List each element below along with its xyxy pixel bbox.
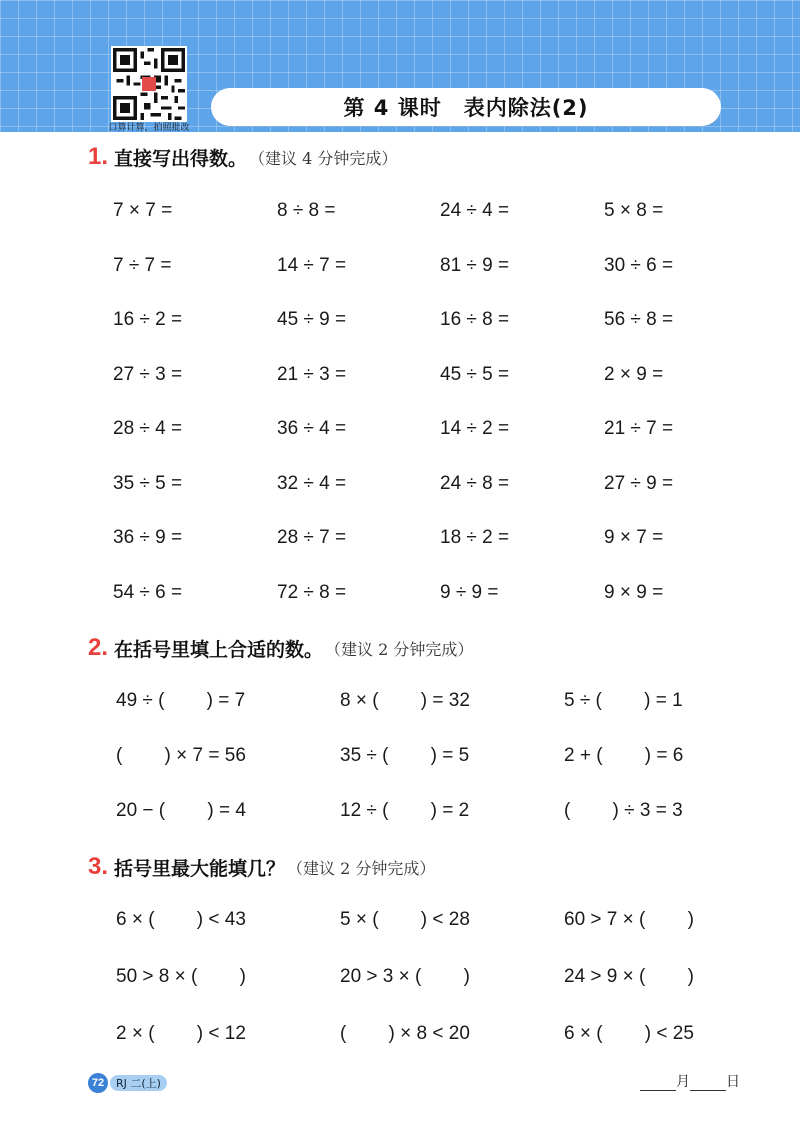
q2-exercise: 49 ÷ ( ) = 7 [116,690,246,711]
q3-exercise: 5 × ( ) < 28 [340,909,470,930]
lesson-number: 第 4 课时 [343,96,442,120]
q1-exercise: 5 × 8 = [604,200,664,221]
q1-heading [88,142,397,172]
q1-exercise: 14 ÷ 7 = [277,254,347,276]
q2-exercise: ( ) × 7 = 56 [116,745,246,766]
q2-exercise: 20 − ( ) = 4 [116,800,246,821]
q1-exercise: 2 × 9 = [604,363,664,385]
q2-exercise: 35 ÷ ( ) = 5 [340,745,470,766]
q1-exercise: 7 × 7 = [113,200,173,221]
q1-exercise: 16 ÷ 8 = [440,309,510,330]
day-blank[interactable] [690,1076,726,1091]
q3-title: 括号里最大能填几？ [114,857,286,880]
q1-title: 直接写出得数。 [114,147,248,170]
q1-exercise: 28 ÷ 4 = [113,418,183,439]
book-tag: RJ 二(上) [110,1075,167,1091]
lesson-title-bar [211,88,721,126]
day-label: 日 [726,1074,740,1090]
q1-exercise: 30 ÷ 6 = [604,254,674,276]
q2-exercise: ( ) ÷ 3 = 3 [564,800,683,821]
lesson-topic: 表内除法(2) [463,96,589,120]
q1-exercise: 9 × 9 = [604,581,664,603]
q2-title: 在括号里填上合适的数。 [114,638,324,661]
q1-exercise: 9 ÷ 9 = [440,581,499,603]
q1-hint: （建议 4 分钟完成） [249,148,398,168]
q2-hint: （建议 2 分钟完成） [325,639,474,659]
q1-number: 1. [88,143,109,170]
month-label: 月 [676,1074,690,1090]
q1-exercise: 36 ÷ 4 = [277,418,347,439]
q2-exercise: 8 × ( ) = 32 [340,690,470,711]
q2-exercise: 5 ÷ ( ) = 1 [564,690,683,711]
q1-exercise: 45 ÷ 5 = [440,363,510,385]
q3-exercise: 24 > 9 × ( ) [564,966,694,987]
q3-exercise: 60 > 7 × ( ) [564,909,694,930]
q3-exercise: ( ) × 8 < 20 [340,1023,470,1044]
q1-exercise: 72 ÷ 8 = [277,581,347,603]
qr-caption: 口算计算，拍照批改 [108,123,190,133]
page-number: 72 [88,1073,108,1093]
q1-exercise: 54 ÷ 6 = [113,581,183,603]
q3-heading [88,852,435,882]
q3-exercise: 6 × ( ) < 43 [116,909,246,930]
q1-exercise: 18 ÷ 2 = [440,527,510,548]
qr-code-icon [111,46,187,122]
q1-exercise: 28 ÷ 7 = [277,527,347,548]
q1-exercise: 45 ÷ 9 = [277,309,347,330]
q1-exercise: 24 ÷ 8 = [440,472,510,494]
q1-exercise: 8 ÷ 8 = [277,200,336,221]
q1-exercise: 27 ÷ 9 = [604,472,674,494]
q3-exercise: 50 > 8 × ( ) [116,966,246,987]
q1-exercise: 35 ÷ 5 = [113,472,183,494]
q1-exercise: 32 ÷ 4 = [277,472,347,494]
q1-exercise: 9 × 7 = [604,527,664,548]
q1-exercise: 7 ÷ 7 = [113,254,172,276]
q1-exercise: 16 ÷ 2 = [113,309,183,330]
q3-hint: （建议 2 分钟完成） [287,858,436,878]
q1-exercise: 27 ÷ 3 = [113,363,183,385]
q1-exercise: 56 ÷ 8 = [604,309,674,330]
q3-exercise: 20 > 3 × ( ) [340,966,470,987]
month-blank[interactable] [640,1076,676,1091]
q2-exercise: 12 ÷ ( ) = 2 [340,800,470,821]
date-fill-line [640,1071,740,1091]
page-footer [88,1073,167,1093]
q2-exercise: 2 + ( ) = 6 [564,745,684,766]
q3-number: 3. [88,853,109,880]
q3-exercise: 6 × ( ) < 25 [564,1023,694,1044]
page-header [0,0,800,132]
q1-exercise: 21 ÷ 3 = [277,363,347,385]
q2-number: 2. [88,634,109,661]
q1-exercise: 81 ÷ 9 = [440,254,510,276]
q1-exercise: 36 ÷ 9 = [113,527,183,548]
q1-exercise: 21 ÷ 7 = [604,418,674,439]
q1-exercise: 14 ÷ 2 = [440,418,510,439]
q2-heading [88,633,473,663]
q1-exercise: 24 ÷ 4 = [440,200,510,221]
q3-exercise: 2 × ( ) < 12 [116,1023,246,1044]
